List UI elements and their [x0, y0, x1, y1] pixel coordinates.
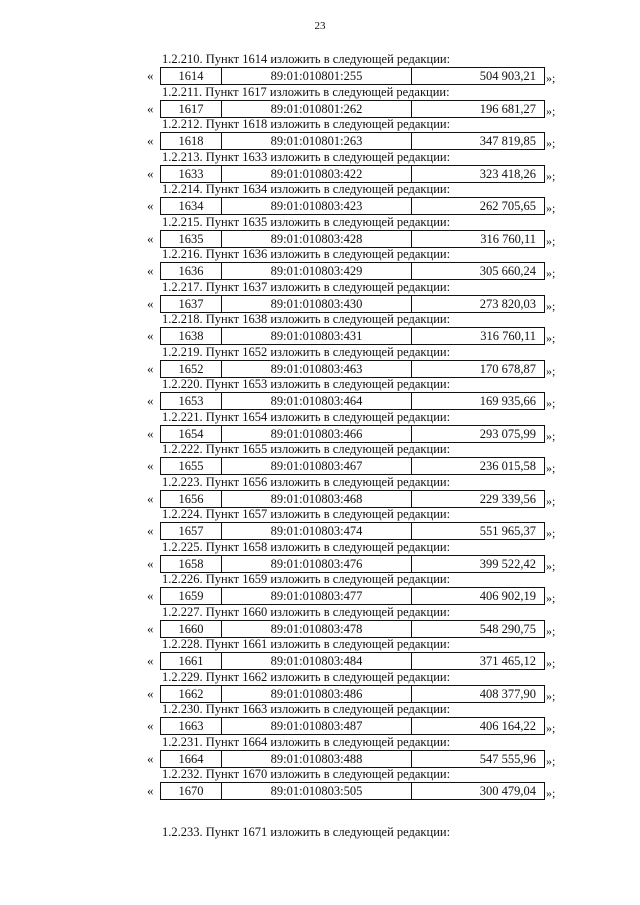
cadastral-number-cell: 89:01:010801:263 — [222, 133, 412, 149]
value-cell: 293 075,99 — [479, 426, 536, 441]
amendment-row — [140, 392, 580, 410]
amendment-heading: 1.2.221. Пункт 1654 изложить в следующей редакции: — [162, 409, 451, 424]
item-number-cell: 1638 — [161, 328, 222, 344]
close-quote: »; — [546, 298, 556, 313]
open-quote: « — [147, 295, 154, 311]
value-cell: 316 760,11 — [480, 231, 536, 246]
close-quote: »; — [546, 266, 556, 280]
value-cell: 196 681,27 — [479, 101, 536, 116]
item-number-cell: 1662 — [161, 686, 222, 702]
amendment-heading: 1.2.211. Пункт 1617 изложить в следующей редакции: — [162, 84, 450, 99]
cadastral-number-cell: 89:01:010803:430 — [222, 296, 412, 312]
amendment-row — [140, 555, 580, 573]
item-number-cell: 1637 — [161, 296, 222, 312]
close-quote: »; — [546, 233, 556, 248]
amendment-row — [140, 425, 580, 443]
amendment-entry — [140, 215, 580, 248]
table-row — [160, 100, 545, 118]
amendment-row — [140, 782, 580, 800]
amendment-row — [140, 262, 580, 280]
open-quote: « — [147, 230, 154, 246]
item-number-cell: 1617 — [161, 101, 222, 117]
table-row — [160, 522, 545, 540]
amendment-heading: 1.2.222. Пункт 1655 изложить в следующей редакции: — [162, 442, 451, 456]
cadastral-number-cell: 89:01:010803:423 — [222, 198, 412, 214]
amendment-heading-final: 1.2.233. Пункт 1671 изложить в следующей редакции: — [162, 825, 451, 839]
open-quote: « — [147, 360, 154, 376]
amendment-entry — [140, 410, 580, 443]
cadastral-number-cell: 89:01:010803:488 — [222, 751, 412, 767]
amendment-entry — [140, 475, 580, 508]
amendment-row — [140, 620, 580, 638]
item-number-cell: 1655 — [161, 458, 222, 474]
cadastral-number-cell: 89:01:010801:255 — [222, 68, 412, 84]
value-cell: 399 522,42 — [479, 556, 536, 571]
value-cell: 347 819,85 — [479, 134, 536, 148]
item-number-cell: 1636 — [161, 263, 222, 279]
close-quote: »; — [546, 396, 556, 410]
amendment-row — [140, 717, 580, 735]
cadastral-number-cell: 89:01:010803:474 — [222, 523, 412, 539]
value-cell: 371 465,12 — [479, 654, 536, 668]
cadastral-number-cell: 89:01:010803:464 — [222, 393, 412, 409]
amendment-row — [140, 327, 580, 345]
close-quote: »; — [546, 201, 556, 215]
amendment-entry — [140, 702, 580, 735]
table-row — [160, 392, 545, 410]
cadastral-number-cell: 89:01:010803:463 — [222, 361, 412, 377]
close-quote: »; — [546, 493, 556, 508]
table-row — [160, 620, 545, 638]
amendment-row — [140, 522, 580, 540]
open-quote: « — [147, 100, 154, 116]
amendment-row — [140, 490, 580, 508]
table-row — [160, 717, 545, 735]
close-quote: »; — [546, 721, 556, 735]
table-row — [160, 685, 545, 703]
open-quote: « — [147, 458, 154, 473]
open-quote: « — [147, 588, 154, 603]
table-row — [160, 750, 545, 768]
table-row — [160, 262, 545, 280]
table-row — [160, 587, 545, 605]
amendment-heading: 1.2.212. Пункт 1618 изложить в следующей редакции: — [162, 117, 451, 131]
item-number-cell: 1661 — [161, 653, 222, 669]
table-row — [160, 197, 545, 215]
item-number-cell: 1657 — [161, 523, 222, 539]
value-cell: 305 660,24 — [479, 264, 536, 278]
item-number-cell: 1614 — [161, 68, 222, 84]
table-row — [160, 782, 545, 800]
item-number-cell: 1663 — [161, 718, 222, 734]
open-quote: « — [147, 328, 154, 343]
cadastral-number-cell: 89:01:010801:262 — [222, 101, 412, 117]
open-quote: « — [147, 198, 154, 213]
amendment-heading: 1.2.210. Пункт 1614 изложить в следующей редакции: — [162, 52, 451, 66]
close-quote: »; — [546, 623, 556, 638]
open-quote: « — [147, 263, 154, 278]
cadastral-number-cell: 89:01:010803:486 — [222, 686, 412, 702]
amendment-entry — [140, 52, 580, 85]
value-cell: 229 339,56 — [479, 491, 536, 506]
amendment-entry — [140, 767, 580, 800]
open-quote: « — [147, 750, 154, 766]
amendment-heading: 1.2.227. Пункт 1660 изложить в следующей редакции: — [162, 604, 451, 619]
close-quote: »; — [546, 428, 556, 443]
close-quote: »; — [546, 136, 556, 150]
open-quote: « — [147, 165, 154, 181]
item-number-cell: 1660 — [161, 621, 222, 637]
table-row — [160, 490, 545, 508]
value-cell: 300 479,04 — [479, 784, 536, 798]
cadastral-number-cell: 89:01:010803:428 — [222, 231, 412, 247]
amendment-entry — [140, 572, 580, 605]
table-row — [160, 555, 545, 573]
cadastral-number-cell: 89:01:010803:477 — [222, 588, 412, 604]
open-quote: « — [147, 133, 154, 148]
amendment-row — [140, 685, 580, 703]
amendment-row — [140, 100, 580, 118]
amendment-entry — [140, 150, 580, 183]
amendment-heading: 1.2.228. Пункт 1661 изложить в следующей редакции: — [162, 637, 451, 651]
amendment-row — [140, 230, 580, 248]
table-row — [160, 652, 545, 670]
value-cell: 406 902,19 — [479, 589, 536, 603]
item-number-cell: 1634 — [161, 198, 222, 214]
amendment-entry — [140, 85, 580, 118]
close-quote: »; — [546, 461, 556, 475]
amendment-entry — [140, 735, 580, 768]
table-row — [160, 327, 545, 345]
amendment-heading: 1.2.219. Пункт 1652 изложить в следующей редакции: — [162, 344, 451, 359]
cadastral-number-cell: 89:01:010803:466 — [222, 426, 412, 442]
item-number-cell: 1664 — [161, 751, 222, 767]
open-quote: « — [147, 425, 154, 441]
value-cell: 169 935,66 — [479, 394, 536, 408]
amendment-row — [140, 295, 580, 313]
amendment-row — [140, 750, 580, 768]
table-row — [160, 132, 545, 150]
open-quote: « — [147, 685, 154, 701]
cadastral-number-cell: 89:01:010803:478 — [222, 621, 412, 637]
item-number-cell: 1633 — [161, 166, 222, 182]
cadastral-number-cell: 89:01:010803:476 — [222, 556, 412, 572]
close-quote: »; — [546, 103, 556, 118]
amendments-list — [140, 52, 580, 800]
value-cell: 273 820,03 — [479, 296, 536, 311]
open-quote: « — [147, 393, 154, 408]
value-cell: 548 290,75 — [479, 621, 536, 636]
item-number-cell: 1652 — [161, 361, 222, 377]
close-quote: »; — [546, 363, 556, 378]
close-quote: »; — [546, 786, 556, 800]
item-number-cell: 1656 — [161, 491, 222, 507]
amendment-row — [140, 587, 580, 605]
amendment-row — [140, 67, 580, 85]
amendment-row — [140, 652, 580, 670]
amendment-entry — [140, 637, 580, 670]
amendment-entry — [140, 182, 580, 215]
value-cell: 323 418,26 — [479, 166, 536, 181]
cadastral-number-cell: 89:01:010803:468 — [222, 491, 412, 507]
item-number-cell: 1659 — [161, 588, 222, 604]
cadastral-number-cell: 89:01:010803:487 — [222, 718, 412, 734]
item-number-cell: 1654 — [161, 426, 222, 442]
open-quote: « — [147, 490, 154, 506]
amendment-row — [140, 197, 580, 215]
table-row — [160, 295, 545, 313]
item-number-cell: 1635 — [161, 231, 222, 247]
amendment-entry — [140, 507, 580, 540]
table-row — [160, 360, 545, 378]
amendment-heading: 1.2.213. Пункт 1633 изложить в следующей редакции: — [162, 149, 451, 164]
table-row — [160, 457, 545, 475]
amendment-row — [140, 132, 580, 150]
page-number: 23 — [314, 20, 326, 32]
close-quote: »; — [546, 331, 556, 345]
close-quote: »; — [546, 753, 556, 768]
open-quote: « — [147, 555, 154, 571]
close-quote: »; — [546, 558, 556, 573]
item-number-cell: 1670 — [161, 783, 222, 799]
open-quote: « — [147, 523, 154, 538]
cadastral-number-cell: 89:01:010803:431 — [222, 328, 412, 344]
cadastral-number-cell: 89:01:010803:505 — [222, 783, 412, 799]
amendment-heading: 1.2.226. Пункт 1659 изложить в следующей редакции: — [162, 572, 451, 586]
close-quote: »; — [546, 688, 556, 703]
amendment-entry — [140, 377, 580, 410]
table-row — [160, 165, 545, 183]
amendment-entry — [140, 540, 580, 573]
value-cell: 262 705,65 — [479, 199, 536, 213]
amendment-heading: 1.2.224. Пункт 1657 изложить в следующей редакции: — [162, 507, 451, 521]
amendment-heading: 1.2.214. Пункт 1634 изложить в следующей редакции: — [162, 182, 451, 196]
open-quote: « — [147, 783, 154, 798]
cadastral-number-cell: 89:01:010803:422 — [222, 166, 412, 182]
amendment-heading: 1.2.231. Пункт 1664 изложить в следующей редакции: — [162, 734, 451, 749]
close-quote: »; — [546, 656, 556, 670]
value-cell: 547 555,96 — [479, 751, 536, 766]
amendment-heading: 1.2.218. Пункт 1638 изложить в следующей редакции: — [162, 312, 451, 326]
amendment-heading: 1.2.232. Пункт 1670 изложить в следующей редакции: — [162, 767, 451, 781]
value-cell: 236 015,58 — [479, 459, 536, 473]
value-cell: 316 760,11 — [480, 329, 536, 343]
value-cell: 504 903,21 — [479, 69, 536, 83]
amendment-heading: 1.2.230. Пункт 1663 изложить в следующей редакции: — [162, 702, 451, 716]
value-cell: 170 678,87 — [479, 361, 536, 376]
cadastral-number-cell: 89:01:010803:467 — [222, 458, 412, 474]
amendment-entry — [140, 670, 580, 703]
item-number-cell: 1618 — [161, 133, 222, 149]
value-cell: 551 965,37 — [479, 524, 536, 538]
amendment-heading: 1.2.220. Пункт 1653 изложить в следующей редакции: — [162, 377, 451, 391]
amendment-row — [140, 165, 580, 183]
table-row — [160, 230, 545, 248]
cadastral-number-cell: 89:01:010803:484 — [222, 653, 412, 669]
close-quote: »; — [546, 526, 556, 540]
table-row — [160, 425, 545, 443]
open-quote: « — [147, 653, 154, 668]
open-quote: « — [147, 718, 154, 733]
amendment-row — [140, 360, 580, 378]
value-cell: 408 377,90 — [479, 686, 536, 701]
close-quote: »; — [546, 71, 556, 85]
amendment-heading: 1.2.223. Пункт 1656 изложить в следующей редакции: — [162, 474, 451, 489]
amendment-entry — [140, 247, 580, 280]
item-number-cell: 1653 — [161, 393, 222, 409]
value-cell: 406 164,22 — [479, 719, 536, 733]
amendment-heading: 1.2.217. Пункт 1637 изложить в следующей редакции: — [162, 279, 451, 294]
amendment-entry — [140, 280, 580, 313]
amendment-row — [140, 457, 580, 475]
amendment-heading: 1.2.229. Пункт 1662 изложить в следующей редакции: — [162, 669, 451, 684]
amendment-heading: 1.2.225. Пункт 1658 изложить в следующей редакции: — [162, 539, 451, 554]
item-number-cell: 1658 — [161, 556, 222, 572]
open-quote: « — [147, 620, 154, 636]
table-row — [160, 67, 545, 85]
amendment-entry — [140, 345, 580, 378]
amendment-entry — [140, 605, 580, 638]
amendment-entry — [140, 312, 580, 345]
open-quote: « — [147, 68, 154, 83]
amendment-entry — [140, 442, 580, 475]
amendment-heading: 1.2.216. Пункт 1636 изложить в следующей редакции: — [162, 247, 451, 261]
cadastral-number-cell: 89:01:010803:429 — [222, 263, 412, 279]
amendment-entry — [140, 117, 580, 150]
close-quote: »; — [546, 168, 556, 183]
close-quote: »; — [546, 591, 556, 605]
amendment-heading: 1.2.215. Пункт 1635 изложить в следующей редакции: — [162, 214, 451, 229]
